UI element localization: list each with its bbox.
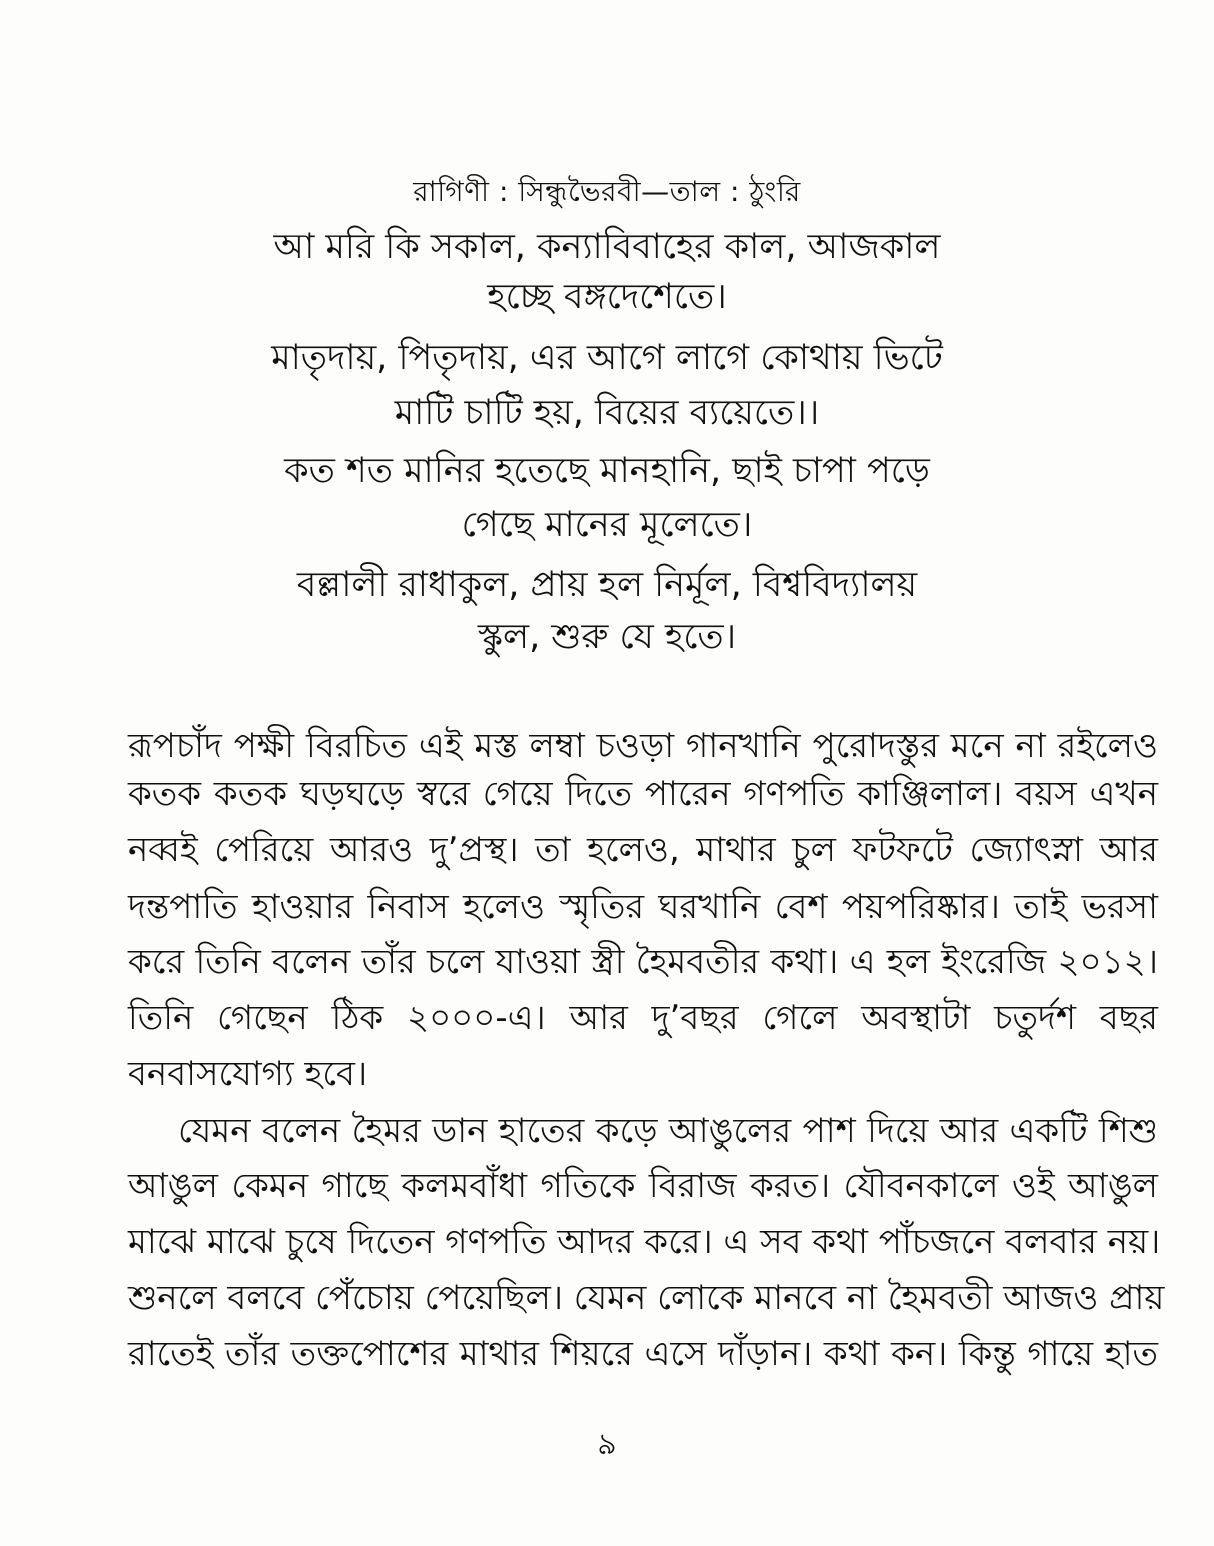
song-line: মাটি চাটি হয়, বিয়ের ব্যয়েতে।। <box>394 393 820 433</box>
song-line: বল্লালী রাধাকুল, প্রায় হল নির্মূল, বিশ্ববিদ্যালয় <box>296 565 918 605</box>
song-line: গেছে মানের মূলেতে। <box>461 505 753 545</box>
prose-line: নব্বই পেরিয়ে আরও দু’প্রস্থ। তা হলেও, মাথার চুল ফটফটে জ্যোৎস্না আর <box>128 830 1158 870</box>
prose-line: দন্তপাতি হাওয়ার নিবাস হলেও স্মৃতির ঘরখানি বেশ পয়পরিষ্কার। তাই ভরসা <box>128 887 1158 927</box>
prose-line: তিনি গেছেন ঠিক ২০০০-এ। আর দু’বছর গেলে অবস্থাটা চতুর্দশ বছর <box>128 998 1158 1038</box>
prose-line: মাঝে মাঝে চুষে দিতেন গণপতি আদর করে। এ সব কথা পাঁচজনে বলবার নয়। <box>128 1222 1161 1262</box>
prose-line: করে তিনি বলেন তাঁর চলে যাওয়া স্ত্রী হৈমবতীর কথা। এ হল ইংরেজি ২০১২। <box>128 942 1158 982</box>
song-line: মাতৃদায়, পিতৃদায়, এর আগে লাগে কোথায় ভিটে <box>271 338 943 378</box>
song-line: হচ্ছে বঙ্গদেশেতে। <box>487 277 727 317</box>
prose-line: কতক কতক ঘড়ঘড়ে স্বরে গেয়ে দিতে পারেন গণপতি কাঞ্জিলাল। বয়স এখন <box>128 774 1158 814</box>
song-line: আ মরি কি সকাল, কন্যাবিবাহের কাল, আজকাল <box>273 227 941 267</box>
prose-line: শুনলে বলবে পেঁচোয় পেয়েছিল। যেমন লোকে মানবে না হৈমবতী আজও প্রায় <box>128 1278 1165 1318</box>
song-line: কত শত মানির হতেছে মানহানি, ছাই চাপা পড়ে <box>284 451 930 491</box>
prose-line: যেমন বলেন হৈমর ডান হাতের কড়ে আঙুলের পাশ দিয়ে আর একটি শিশু <box>178 1111 1158 1151</box>
prose-line: বনবাসযোগ্য হবে। <box>128 1054 368 1094</box>
song-line: স্কুল, শুরু যে হতে। <box>477 617 737 657</box>
prose-line: আঙুল কেমন গাছে কলমবাঁধা গতিকে বিরাজ করত। যৌবনকালে ওই আঙুল <box>128 1166 1158 1206</box>
prose-line: রাতেই তাঁর তক্তপোশের মাথার শিয়রে এসে দাঁড়ান। কথা কন। কিন্তু গায়ে হাত <box>128 1334 1158 1374</box>
page-number: ৯ <box>597 1427 617 1462</box>
prose-line: রূপচাঁদ পক্ষী বিরচিত এই মস্ত লম্বা চওড়া গানখানি পুরোদস্তুর মনে না রইলেও <box>128 726 1158 766</box>
song-raga-tala-header: রাগিণী : সিন্ধুভৈরবী—তাল : ঠুংরি <box>413 175 801 208</box>
